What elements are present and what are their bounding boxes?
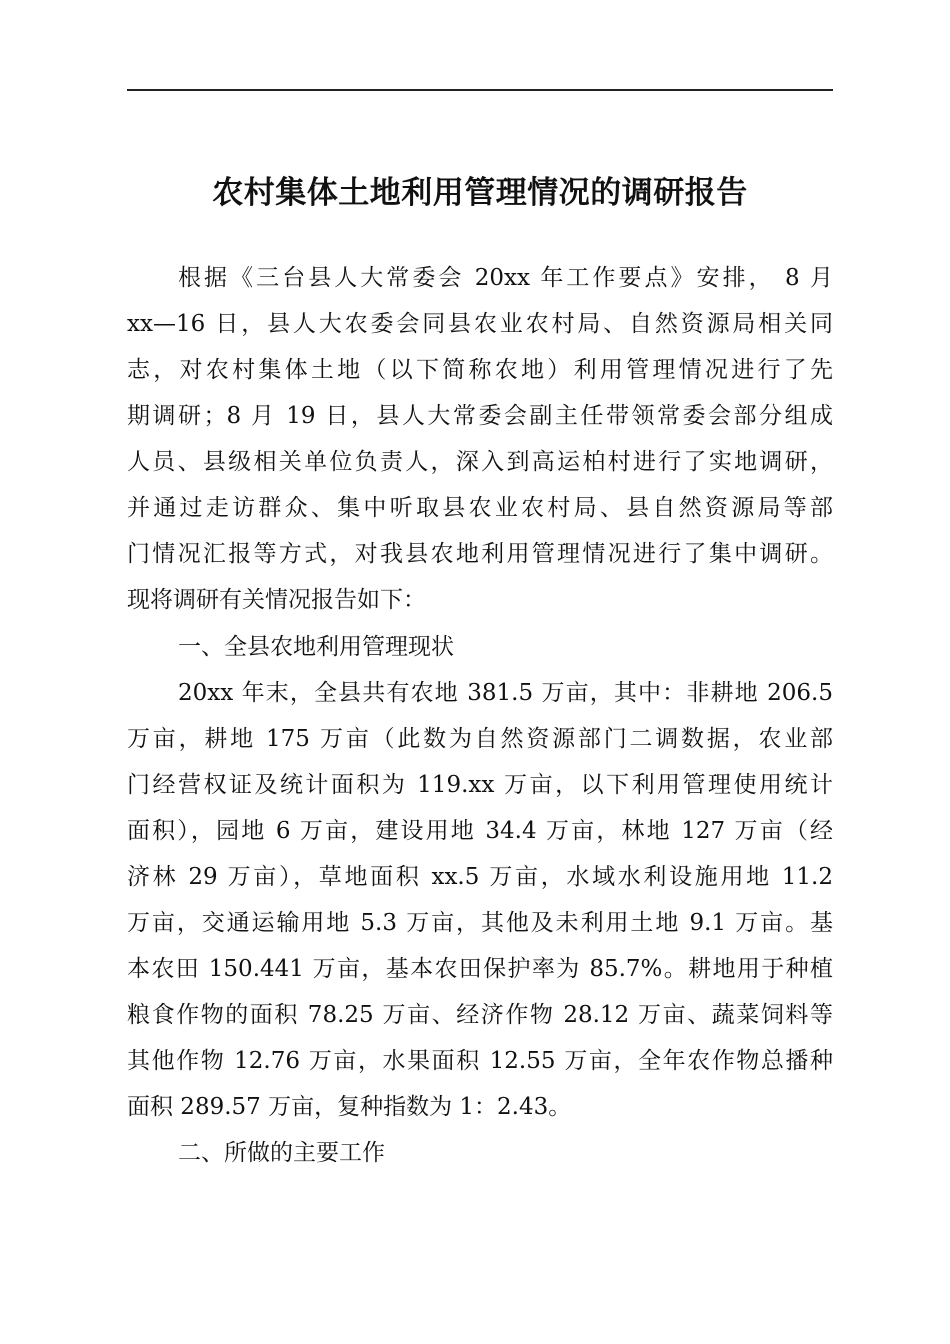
section-heading: 一、全县农地利用管理现状 bbox=[178, 634, 454, 660]
paragraph-line: 现将调研有关情况报告如下： bbox=[127, 587, 426, 613]
document-title: 农村集体土地利用管理情况的调研报告 bbox=[212, 175, 748, 211]
header-rule bbox=[127, 89, 833, 91]
paragraph-line: 门经营权证及统计面积为 119.xx 万亩，以下利用管理使用统计 bbox=[127, 772, 833, 798]
paragraph-line: 本农田 150.441 万亩，基本农田保护率为 85.7%。耕地用于种植 bbox=[127, 956, 833, 982]
paragraph-line: 根据《三台县人大常委会 20xx 年工作要点》安排， 8 月 bbox=[178, 265, 833, 291]
paragraph-line: 粮食作物的面积 78.25 万亩、经济作物 28.12 万亩、蔬菜饲料等 bbox=[127, 1002, 833, 1028]
paragraph-line: 万亩，耕地 175 万亩（此数为自然资源部门二调数据，农业部 bbox=[127, 726, 833, 752]
paragraph-line: 20xx 年末，全县共有农地 381.5 万亩，其中：非耕地 206.5 bbox=[178, 680, 833, 706]
section-heading: 二、所做的主要工作 bbox=[178, 1140, 385, 1166]
paragraph-line: 济林 29 万亩），草地面积 xx.5 万亩，水域水利设施用地 11.2 bbox=[127, 864, 833, 890]
paragraph-line: 万亩，交通运输用地 5.3 万亩，其他及未利用土地 9.1 万亩。基 bbox=[127, 910, 833, 936]
paragraph-line: 面积），园地 6 万亩，建设用地 34.4 万亩，林地 127 万亩（经 bbox=[127, 818, 833, 844]
paragraph-line: xx—16 日，县人大农委会同县农业农村局、自然资源局相关同 bbox=[127, 311, 833, 337]
paragraph-line: 志，对农村集体土地（以下简称农地）利用管理情况进行了先 bbox=[127, 357, 833, 383]
paragraph-line: 人员、县级相关单位负责人，深入到高运柏村进行了实地调研， bbox=[127, 449, 833, 475]
paragraph-line: 期调研；8 月 19 日，县人大常委会副主任带领常委会部分组成 bbox=[127, 403, 833, 429]
paragraph-line: 门情况汇报等方式，对我县农地利用管理情况进行了集中调研。 bbox=[127, 541, 833, 567]
paragraph-line: 面积 289.57 万亩，复种指数为 1：2.43。 bbox=[127, 1094, 572, 1120]
paragraph-line: 并通过走访群众、集中听取县农业农村局、县自然资源局等部 bbox=[127, 495, 833, 521]
paragraph-line: 其他作物 12.76 万亩，水果面积 12.55 万亩，全年农作物总播种 bbox=[127, 1048, 833, 1074]
